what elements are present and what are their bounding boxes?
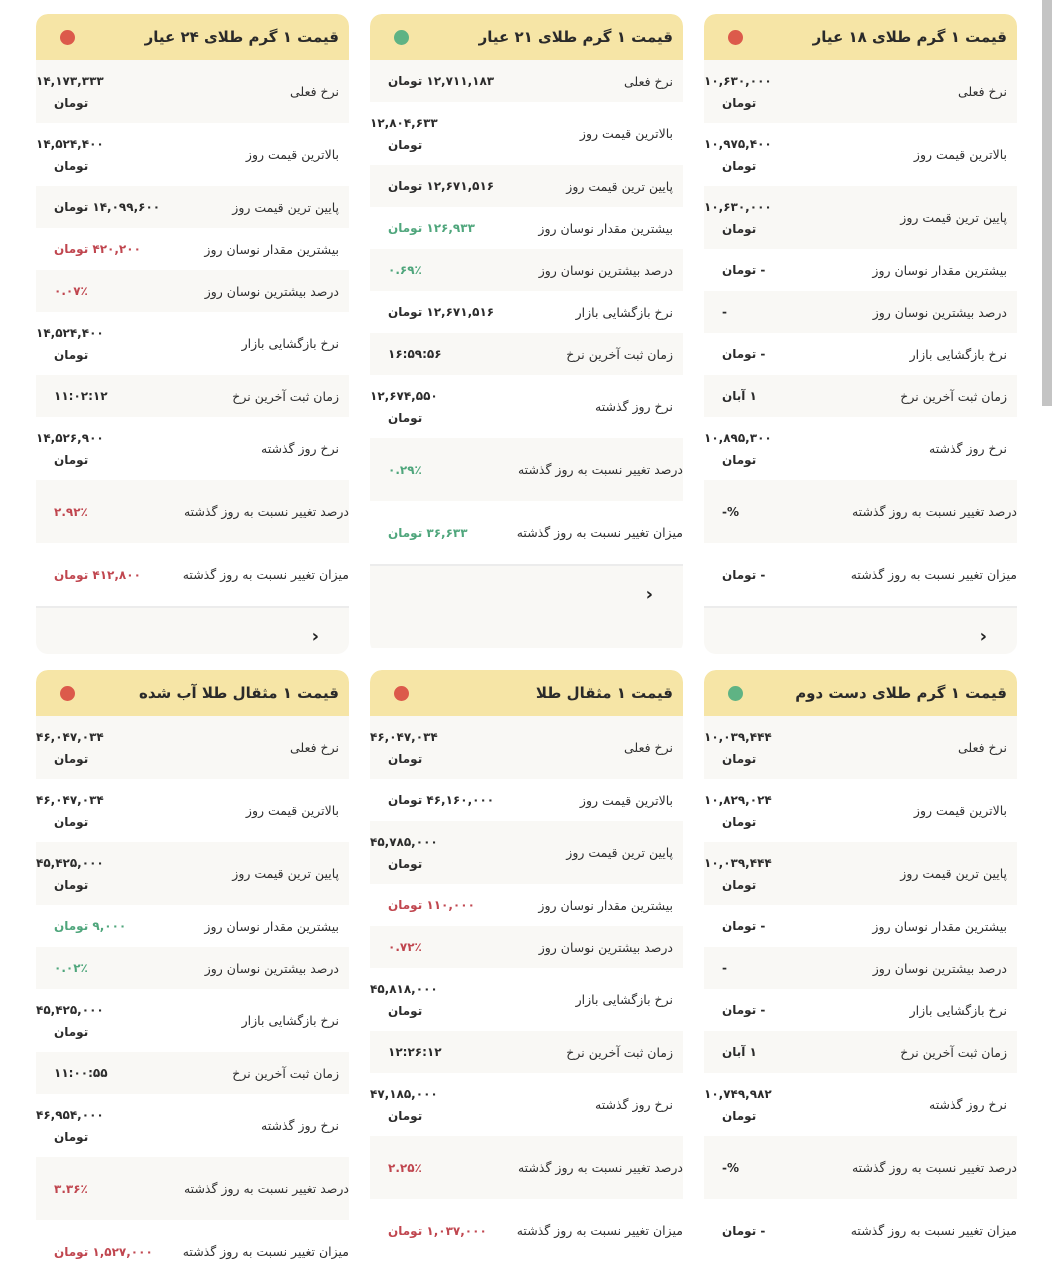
row-value: ۱۲,۶۷۴,۵۵۰ تومان <box>370 388 438 425</box>
row-label: نرخ فعلی <box>958 740 1007 755</box>
row-label: میزان تغییر نسبت به روز گذشته <box>850 567 1017 582</box>
row-max-swing-pct <box>704 291 1017 333</box>
row-label: درصد تغییر نسبت به روز گذشته <box>183 1181 349 1196</box>
row-label: بالاترین قیمت روز <box>245 147 339 162</box>
row-max-swing-pct <box>36 270 349 312</box>
card-rows <box>704 716 1017 1262</box>
row-value: - تومان <box>722 1003 766 1017</box>
row-max-swing-pct <box>370 249 683 291</box>
row-label: بالاترین قیمت روز <box>913 147 1007 162</box>
card-gold-24k <box>36 14 349 654</box>
row-value: - تومان <box>722 1223 766 1238</box>
card-title: قیمت ۱ گرم طلای ۲۱ عیار <box>478 28 673 46</box>
row-value: ۱۴,۰۹۹,۶۰۰ تومان <box>54 200 161 214</box>
row-label: درصد بیشترین نوسان روز <box>204 283 339 299</box>
card-gold-21k <box>370 14 683 654</box>
row-label: نرخ فعلی <box>290 740 339 755</box>
row-value: ۱۴,۱۷۳,۳۳۳ تومان <box>36 73 104 110</box>
row-value: ۱,۰۳۷,۰۰۰ تومان <box>388 1223 487 1238</box>
row-label: نرخ فعلی <box>624 73 673 89</box>
card-title: قیمت ۱ گرم طلای ۲۴ عیار <box>144 28 339 46</box>
row-max-swing <box>370 207 683 249</box>
row-current <box>370 60 683 102</box>
row-label: نرخ بازگشایی بازار <box>909 1002 1007 1018</box>
row-label: نرخ فعلی <box>624 740 673 755</box>
card-header <box>704 14 1017 60</box>
row-label: بالاترین قیمت روز <box>245 803 339 818</box>
row-max-swing-pct <box>36 947 349 989</box>
row-value: ۱۰,۹۷۵,۴۰۰ تومان <box>704 136 772 173</box>
row-value: ۱۴,۵۲۶,۹۰۰ تومان <box>36 430 104 467</box>
chevron-left-icon[interactable]: ‹ <box>645 584 653 605</box>
row-value: ۱ آبان <box>722 389 757 403</box>
card-title: قیمت ۱ گرم طلای ۱۸ عیار <box>812 28 1007 46</box>
row-value: ۴۶,۰۴۷,۰۳۴ تومان <box>370 729 438 766</box>
gold-price-grid <box>36 14 1017 1280</box>
row-change-amount <box>704 1199 1017 1262</box>
row-label: بیشترین مقدار نوسان روز <box>538 897 673 913</box>
row-value: ۹,۰۰۰ تومان <box>54 919 127 933</box>
row-change-pct <box>36 480 349 543</box>
row-value: ۱۲,۶۷۱,۵۱۶ تومان <box>388 179 495 193</box>
row-day-low <box>36 186 349 228</box>
row-current <box>704 716 1017 779</box>
row-label: نرخ روز گذشته <box>595 1097 673 1112</box>
card-footer <box>704 606 1017 654</box>
row-label: میزان تغییر نسبت به روز گذشته <box>850 1223 1017 1238</box>
row-current <box>704 60 1017 123</box>
row-day-low <box>704 842 1017 905</box>
row-value: ۴۵,۷۸۵,۰۰۰ تومان <box>370 834 438 871</box>
row-label: نرخ روز گذشته <box>595 399 673 414</box>
row-value: ۴۶,۰۴۷,۰۳۴ تومان <box>36 729 104 766</box>
chevron-left-icon[interactable]: ‹ <box>311 626 319 647</box>
row-max-swing <box>370 884 683 926</box>
row-day-high <box>36 123 349 186</box>
card-gold-18k <box>704 14 1017 654</box>
row-value: ۲.۲۵٪ <box>388 1160 422 1175</box>
row-open <box>36 989 349 1052</box>
row-max-swing <box>36 905 349 947</box>
row-label: نرخ بازگشایی بازار <box>909 346 1007 362</box>
card-mithqal <box>370 670 683 1280</box>
row-value: - تومان <box>722 567 766 582</box>
row-last-update <box>370 1031 683 1073</box>
row-label: نرخ روز گذشته <box>261 441 339 456</box>
chevron-left-icon[interactable]: ‹ <box>979 626 987 647</box>
row-value: ۱۲:۲۶:۱۲ <box>388 1045 442 1059</box>
row-day-high <box>370 102 683 165</box>
card-header <box>370 14 683 60</box>
row-label: میزان تغییر نسبت به روز گذشته <box>516 525 683 540</box>
row-label: پایین ترین قیمت روز <box>900 210 1007 225</box>
row-day-high <box>370 779 683 821</box>
row-label: درصد بیشترین نوسان روز <box>538 262 673 278</box>
row-label: درصد تغییر نسبت به روز گذشته <box>851 504 1017 519</box>
card-rows <box>36 60 349 606</box>
row-prev-day <box>704 1073 1017 1136</box>
row-label: بیشترین مقدار نوسان روز <box>872 262 1007 278</box>
row-day-low <box>370 165 683 207</box>
card-gold-used <box>704 670 1017 1280</box>
row-label: بیشترین مقدار نوسان روز <box>538 220 673 236</box>
row-value: ۳.۳۶٪ <box>54 1181 88 1196</box>
card-header <box>36 670 349 716</box>
row-label: بالاترین قیمت روز <box>579 126 673 141</box>
row-label: پایین ترین قیمت روز <box>566 845 673 860</box>
row-label: بیشترین مقدار نوسان روز <box>204 918 339 934</box>
row-value: ۱۰,۶۳۰,۰۰۰ تومان <box>704 199 772 236</box>
row-label: نرخ بازگشایی بازار <box>575 992 673 1007</box>
row-prev-day <box>704 417 1017 480</box>
row-value: ۱۴,۵۲۴,۴۰۰ تومان <box>36 136 104 173</box>
row-value: ۱۱:۰۲:۱۲ <box>54 389 108 403</box>
row-value: ۱۲,۶۷۱,۵۱۶ تومان <box>388 305 495 319</box>
row-label: نرخ فعلی <box>958 84 1007 99</box>
row-value: - <box>722 305 727 319</box>
card-footer <box>36 606 349 654</box>
row-change-pct <box>704 1136 1017 1199</box>
row-value: ۱۰,۶۳۰,۰۰۰ تومان <box>704 73 772 110</box>
row-label: پایین ترین قیمت روز <box>232 199 339 215</box>
row-value: ۰.۰۷٪ <box>54 284 88 298</box>
row-label: بالاترین قیمت روز <box>579 792 673 808</box>
row-value: ۱۰,۸۹۵,۳۰۰ تومان <box>704 430 772 467</box>
row-value: - تومان <box>722 263 766 277</box>
row-change-amount <box>704 543 1017 606</box>
row-label: میزان تغییر نسبت به روز گذشته <box>182 567 349 582</box>
row-label: نرخ روز گذشته <box>261 1118 339 1133</box>
row-value: ۱ آبان <box>722 1045 757 1059</box>
row-label: پایین ترین قیمت روز <box>232 866 339 881</box>
row-day-low <box>370 821 683 884</box>
row-last-update <box>370 333 683 375</box>
card-header <box>704 670 1017 716</box>
row-label: زمان ثبت آخرین نرخ <box>232 1065 339 1081</box>
row-value: ۱۰,۸۲۹,۰۲۴ تومان <box>704 792 772 829</box>
row-value: ۱۲,۸۰۴,۶۳۳ تومان <box>370 115 438 152</box>
row-day-high <box>704 779 1017 842</box>
row-change-amount <box>370 501 683 564</box>
status-dot-icon <box>394 30 409 45</box>
row-value: ۴۶,۰۴۷,۰۳۴ تومان <box>36 792 104 829</box>
row-open <box>370 291 683 333</box>
row-value: - تومان <box>722 347 766 361</box>
row-change-amount <box>36 1220 349 1280</box>
row-day-low <box>704 186 1017 249</box>
row-value: ۴۶,۱۶۰,۰۰۰ تومان <box>388 793 495 807</box>
row-value: ۱۰,۰۳۹,۴۴۴ تومان <box>704 855 772 892</box>
row-value: ۳۶,۶۳۳ تومان <box>388 525 468 540</box>
row-max-swing <box>704 905 1017 947</box>
scrollbar-thumb[interactable] <box>1042 0 1052 406</box>
row-value: ۰.۲۹٪ <box>388 462 422 477</box>
row-value: ۱۱:۰۰:۵۵ <box>54 1066 108 1080</box>
row-label: درصد بیشترین نوسان روز <box>538 939 673 955</box>
card-title: قیمت ۱ گرم طلای دست دوم <box>795 684 1007 702</box>
row-value: - تومان <box>722 919 766 933</box>
card-rows <box>370 60 683 564</box>
row-open <box>36 312 349 375</box>
row-value: ۴۵,۸۱۸,۰۰۰ تومان <box>370 981 438 1018</box>
card-title: قیمت ۱ مثقال طلا <box>535 684 673 702</box>
row-day-low <box>36 842 349 905</box>
row-current <box>370 716 683 779</box>
row-label: زمان ثبت آخرین نرخ <box>566 1044 673 1060</box>
row-prev-day <box>370 1073 683 1136</box>
row-label: نرخ بازگشایی بازار <box>575 304 673 320</box>
status-dot-icon <box>728 30 743 45</box>
card-header <box>36 14 349 60</box>
card-rows <box>704 60 1017 606</box>
row-prev-day <box>36 417 349 480</box>
row-current <box>36 60 349 123</box>
row-value: ۰.۷۲٪ <box>388 940 422 954</box>
row-day-high <box>704 123 1017 186</box>
row-label: درصد بیشترین نوسان روز <box>204 960 339 976</box>
row-value: ۱۱۰,۰۰۰ تومان <box>388 898 475 912</box>
row-label: زمان ثبت آخرین نرخ <box>232 388 339 404</box>
row-last-update <box>704 375 1017 417</box>
row-label: نرخ بازگشایی بازار <box>241 1013 339 1028</box>
row-last-update <box>36 375 349 417</box>
row-max-swing-pct <box>704 947 1017 989</box>
row-label: پایین ترین قیمت روز <box>900 866 1007 881</box>
row-value: ۱۶:۵۹:۵۶ <box>388 347 442 361</box>
row-label: زمان ثبت آخرین نرخ <box>900 388 1007 404</box>
row-label: پایین ترین قیمت روز <box>566 178 673 194</box>
row-label: نرخ روز گذشته <box>929 1097 1007 1112</box>
row-value: ۴۶,۹۵۴,۰۰۰ تومان <box>36 1107 104 1144</box>
row-label: زمان ثبت آخرین نرخ <box>566 346 673 362</box>
row-open <box>704 333 1017 375</box>
row-value: ۱۴,۵۲۴,۴۰۰ تومان <box>36 325 104 362</box>
row-max-swing <box>36 228 349 270</box>
row-open <box>370 968 683 1031</box>
row-change-pct <box>36 1157 349 1220</box>
row-value: ۴۵,۴۲۵,۰۰۰ تومان <box>36 1002 104 1039</box>
row-prev-day <box>36 1094 349 1157</box>
row-label: میزان تغییر نسبت به روز گذشته <box>516 1223 683 1238</box>
status-dot-icon <box>728 686 743 701</box>
row-change-pct <box>704 480 1017 543</box>
card-mithqal-melted <box>36 670 349 1280</box>
status-dot-icon <box>60 30 75 45</box>
page-scrollbar[interactable] <box>1042 0 1052 1280</box>
row-label: نرخ روز گذشته <box>929 441 1007 456</box>
row-label: بالاترین قیمت روز <box>913 803 1007 818</box>
row-value: ۰.۶۹٪ <box>388 263 422 277</box>
row-last-update <box>704 1031 1017 1073</box>
card-header <box>370 670 683 716</box>
row-last-update <box>36 1052 349 1094</box>
row-label: درصد تغییر نسبت به روز گذشته <box>517 462 683 477</box>
row-change-pct <box>370 438 683 501</box>
row-change-pct <box>370 1136 683 1199</box>
row-label: درصد تغییر نسبت به روز گذشته <box>517 1160 683 1175</box>
row-change-amount <box>370 1199 683 1262</box>
row-day-high <box>36 779 349 842</box>
row-label: درصد بیشترین نوسان روز <box>872 304 1007 320</box>
row-value: %- <box>722 1160 740 1175</box>
card-rows <box>370 716 683 1262</box>
row-value: - <box>722 961 727 975</box>
row-label: درصد تغییر نسبت به روز گذشته <box>183 504 349 519</box>
row-value: ۴۷,۱۸۵,۰۰۰ تومان <box>370 1086 438 1123</box>
row-value: %- <box>722 504 740 519</box>
row-label: درصد تغییر نسبت به روز گذشته <box>851 1160 1017 1175</box>
status-dot-icon <box>394 686 409 701</box>
row-prev-day <box>370 375 683 438</box>
row-value: ۰.۰۲٪ <box>54 961 88 975</box>
row-max-swing-pct <box>370 926 683 968</box>
row-label: زمان ثبت آخرین نرخ <box>900 1044 1007 1060</box>
row-value: ۴۵,۴۲۵,۰۰۰ تومان <box>36 855 104 892</box>
row-label: بیشترین مقدار نوسان روز <box>204 241 339 257</box>
row-value: ۴۲۰,۲۰۰ تومان <box>54 242 141 256</box>
row-label: نرخ فعلی <box>290 84 339 99</box>
row-label: بیشترین مقدار نوسان روز <box>872 918 1007 934</box>
row-value: ۲.۹۲٪ <box>54 504 88 519</box>
row-value: ۱۰,۷۴۹,۹۸۲ تومان <box>704 1086 772 1123</box>
row-change-amount <box>36 543 349 606</box>
card-title: قیمت ۱ مثقال طلا آب شده <box>138 684 339 702</box>
row-value: ۱۲,۷۱۱,۱۸۳ تومان <box>388 74 495 88</box>
row-value: ۴۱۲,۸۰۰ تومان <box>54 567 141 582</box>
row-label: میزان تغییر نسبت به روز گذشته <box>182 1244 349 1259</box>
row-value: ۱۲۶,۹۳۳ تومان <box>388 221 475 235</box>
row-label: درصد بیشترین نوسان روز <box>872 960 1007 976</box>
row-current <box>36 716 349 779</box>
row-max-swing <box>704 249 1017 291</box>
row-label: نرخ بازگشایی بازار <box>241 336 339 351</box>
row-value: ۱۰,۰۳۹,۴۴۴ تومان <box>704 729 772 766</box>
card-footer <box>370 564 683 648</box>
row-open <box>704 989 1017 1031</box>
row-value: ۱,۵۲۷,۰۰۰ تومان <box>54 1244 153 1259</box>
status-dot-icon <box>60 686 75 701</box>
card-rows <box>36 716 349 1280</box>
